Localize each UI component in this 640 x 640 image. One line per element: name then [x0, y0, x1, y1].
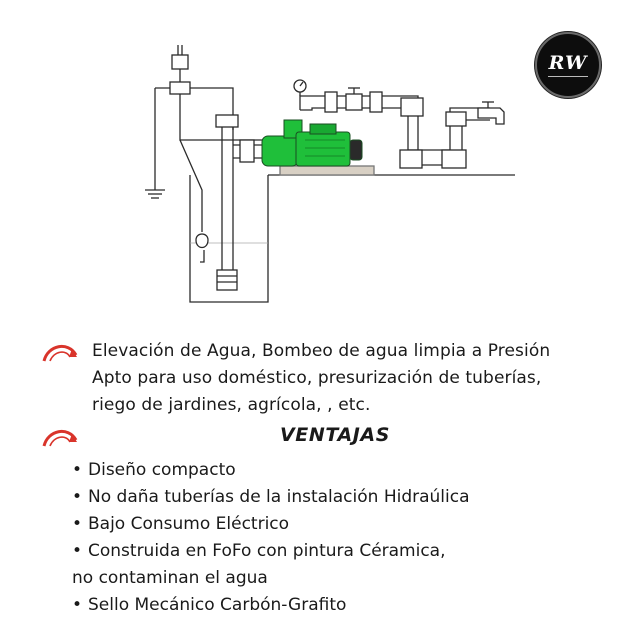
list-item: • No daña tuberías de la instalación Hidraúlica — [72, 484, 632, 511]
swirl-arrow-icon — [40, 339, 80, 365]
description — [92, 338, 632, 419]
bullet-icon: • — [72, 460, 83, 480]
description-line: Apto para uso doméstico, presurización de tuberías, — [92, 368, 542, 388]
bullet-icon: • — [72, 595, 83, 615]
bullet-icon: • — [72, 514, 83, 534]
pressure-switch — [172, 55, 188, 69]
description-line: riego de jardines, agrícola, , etc. — [92, 395, 371, 415]
suction-pipe — [222, 122, 233, 280]
ventajas-title: VENTAJAS — [279, 424, 391, 446]
faucet-icon — [478, 102, 504, 124]
control-box — [170, 82, 190, 94]
list-item: • Sello Mecánico Carbón-Grafito — [72, 592, 632, 619]
valve-icon — [346, 88, 362, 110]
description-line: Elevación de Agua, Bombeo de agua limpia a Presión — [92, 341, 551, 361]
list-item-continuation: no contaminan el agua — [72, 568, 268, 588]
list-item: • Bajo Consumo Eléctrico — [72, 511, 632, 538]
ground-symbol-icon — [145, 175, 165, 198]
foot-valve — [217, 270, 237, 290]
list-item: • Construida en FoFo con pintura Céramica, — [72, 538, 632, 565]
logo-text: RW — [548, 51, 588, 74]
bullet-icon: • — [72, 541, 83, 561]
bullet-icon: • — [72, 487, 83, 507]
pump — [262, 120, 362, 166]
ventajas-list — [72, 457, 632, 619]
brand-logo — [535, 32, 601, 98]
pressure-gauge-icon — [294, 80, 306, 96]
float-switch — [196, 234, 208, 248]
list-item: • Diseño compacto — [72, 457, 632, 484]
pump-base — [280, 166, 374, 175]
logo-underline — [548, 76, 588, 77]
